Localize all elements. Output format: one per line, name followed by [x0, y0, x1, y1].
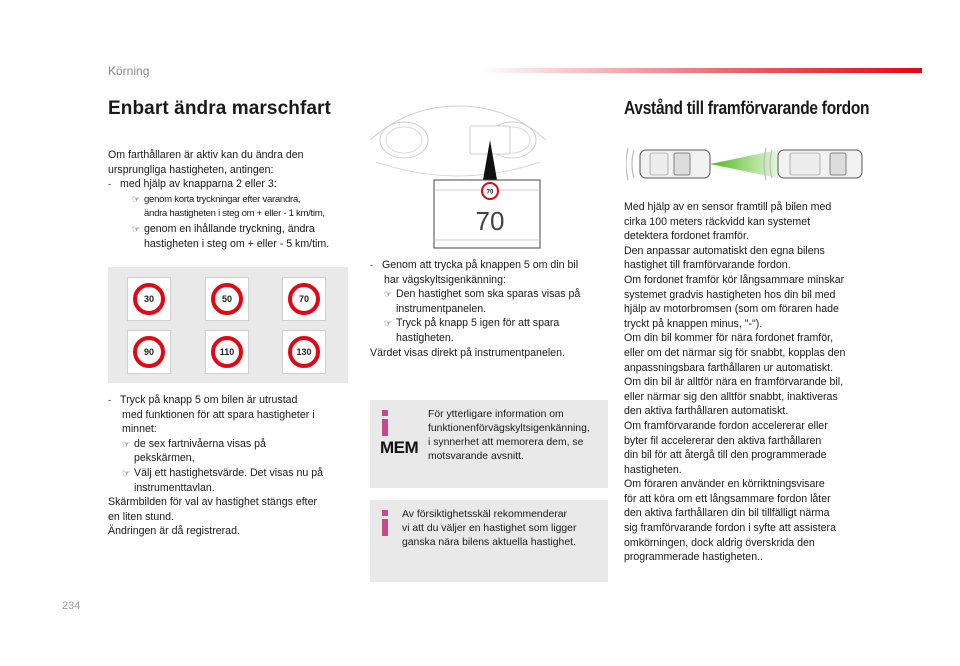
- pointing-hand-icon: ☞: [132, 223, 141, 234]
- mem-icon: MEM: [380, 438, 419, 457]
- left-text-top: Om farthållaren är aktiv kan du ändra den ursprungliga hastigheten, antingen: - med hjälp av knapparna 2 eller 3: ☞ genom korta tryckningar efter varandra, ändra hastigheten i steg om + eller - 1 km/tim, ☞ genom en ihållande tryckning, ändra hastigheten i steg om + eller - 5 km/tim.: [108, 148, 358, 251]
- speed-sign-tile: [205, 330, 249, 374]
- list-subitem: ☞ de sex fartnivåerna visas på: [122, 437, 266, 450]
- speed-limit-icon: 110: [211, 336, 243, 368]
- list-item: - Tryck på knapp 5 om bilen är utrustad: [108, 394, 298, 406]
- front-car-icon: [778, 150, 862, 178]
- section-label: Körning: [108, 64, 150, 78]
- pointing-hand-icon: ☞: [122, 467, 131, 478]
- pointing-hand-icon: ☞: [384, 289, 393, 300]
- speed-limit-icon: 70: [288, 283, 320, 315]
- right-heading: Avstånd till framförvarande fordon: [624, 98, 870, 118]
- speed-sign-tile: [205, 277, 249, 321]
- intro-line: ursprungliga hastigheten, antingen:: [108, 163, 274, 176]
- speed-limit-icon: 30: [133, 283, 165, 315]
- pointing-hand-icon: ☞: [384, 318, 393, 329]
- info-box-safety: [370, 500, 608, 582]
- display-sign-value: 70: [486, 189, 494, 196]
- speed-limit-icon: 90: [133, 336, 165, 368]
- pointing-hand-icon: ☞: [132, 193, 140, 204]
- header-rule: [480, 68, 922, 73]
- list-subitem: ☞ genom korta tryckningar efter varandra,: [132, 193, 301, 205]
- info-icon: [380, 410, 390, 436]
- list-item: - med hjälp av knapparna 2 eller 3:: [108, 178, 277, 191]
- pointing-hand-icon: ☞: [122, 438, 131, 449]
- instrument-panel-illustration: [368, 100, 548, 250]
- speed-sign-tile: [127, 330, 171, 374]
- speed-limit-icon: 50: [211, 283, 243, 315]
- speed-sign-tile: [282, 330, 326, 374]
- vehicle-distance-illustration: [626, 138, 868, 190]
- page-number: 234: [62, 600, 81, 612]
- display-speed-value: 70: [475, 206, 505, 236]
- radar-beam: [710, 150, 778, 178]
- left-heading: Enbart ändra marschfart: [108, 98, 331, 119]
- list-subitem: ☞ Den hastighet som ska sparas visas på: [384, 288, 581, 301]
- speed-sign-tile: [127, 277, 171, 321]
- list-subitem: ☞ genom en ihållande tryckning, ändra: [132, 222, 315, 235]
- speed-sign-tile: [282, 277, 326, 321]
- right-text: Med hjälp av en sensor framtill på bilen med cirka 100 meters räckvidd kan systemet detektera fordonet framför. Den anpassar automatiskt den egna bilens hastighet till framförvarande fordon. Om fordonet framför kör långsammare minskar systemet gradvis hastigheten hos din bil med hjälp av motorbromsen (som om föraren hade tryckt på knappen minus, "-"). Om din bil kommer för nära fordonet framför, eller om det närmar sig för snabbt, kopplas den anpassningsbara farthållaren ur automatiskt. Om din bil är alltför nära en framförvarande bil, eller närmar sig den alltför snabbt, inaktiveras den aktiva farthållaren automatiskt. Om framförvarande fordon accelererar eller byter fil accelererar den aktiva farthållaren din bil för att återgå till den programmerade hastigheten. Om föraren använder en körriktningsvisare för att köra om ett långsammare fordon låter den aktiva farthållaren din bil tillfälligt närma sig framförvarande fordon i syfte att assistera omkörningen, dock aldrig överskrida den programmerade hastigheten..: [624, 201, 846, 564]
- speed-signs-panel: [108, 267, 348, 383]
- list-item: - Genom att trycka på knappen 5 om din bil: [370, 259, 579, 271]
- intro-line: Om farthållaren är aktiv kan du ändra den: [108, 149, 304, 161]
- speed-limit-icon: 130: [288, 336, 320, 368]
- middle-text: - Genom att trycka på knappen 5 om din bil har vägskyltsigenkänning: ☞ Den hastighet som ska sparas visas på instrumentpanelen. ☞ Tryck på knapp 5 igen för att spara hastigheten. Värdet visas direkt på instrumentpanelen.: [370, 258, 610, 360]
- list-subitem: ☞ Tryck på knapp 5 igen för att spara: [384, 317, 560, 330]
- info-text: För ytterligare information om funktionenförvägskyltsigenkänning, i synnerhet att memorera dem, se motsvarande avsnitt.: [428, 409, 590, 462]
- list-subitem: ☞ Välj ett hastighetsvärde. Det visas nu på: [122, 466, 324, 479]
- left-text-bottom: - Tryck på knapp 5 om bilen är utrustad med funktionen för att spara hastigheter i minnet: ☞ de sex fartnivåerna visas på pekskärmen, ☞ Välj ett hastighetsvärde. Det visas nu på instrumenttavlan. Skärmbilden för val av hastighet stängs efter en liten stund. Ändringen är då registrerad.: [108, 393, 358, 539]
- info-icon: [380, 510, 390, 536]
- own-car-icon: [640, 150, 710, 178]
- info-text: Av försiktighetsskäl rekommenderar vi att du väljer en hastighet som ligger ganska nära bilens aktuella hastighet.: [402, 509, 577, 548]
- info-box-memory: [370, 400, 608, 488]
